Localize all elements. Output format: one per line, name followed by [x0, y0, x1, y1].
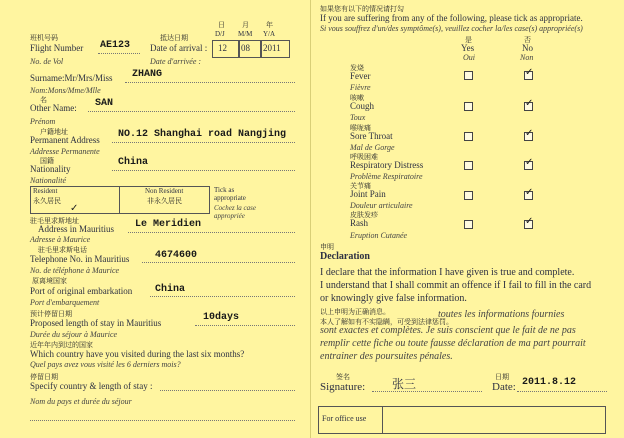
intro-fr: Si vous souffrez d'un/des symptôme(s), veuillez cocher la/les case(s) appropriée(s)	[320, 24, 583, 33]
permanent-address-label: Permanent Address	[30, 135, 100, 145]
symptom-fr: Fièvre	[350, 83, 371, 92]
countries-label: Which country have you visited during the last six months?	[30, 349, 245, 359]
no-en: No	[522, 43, 533, 53]
telephone-value[interactable]: 4674600	[155, 250, 198, 261]
resident-label: Resident	[33, 187, 58, 195]
other-name-line	[88, 111, 295, 112]
symptom-fr: Mal de Gorge	[350, 143, 395, 152]
symptom-cn: 咳嗽	[350, 94, 364, 102]
permanent-address-value[interactable]: NO.12 Shanghai road Nangjing	[118, 129, 287, 140]
resident-cn: 永久居民	[33, 197, 61, 205]
other-name-label: Other Name:	[30, 103, 77, 113]
resident-check-icon[interactable]: ✓	[70, 203, 79, 214]
yes-checkbox[interactable]	[464, 71, 473, 80]
declaration-line-2: I understand that I shall commit an offence if I fail to fill in the card	[320, 280, 592, 291]
tick-as-appropriate-fr: Cochez la case appropriée	[214, 204, 256, 220]
nationality-fr: Addresse Permanente	[30, 147, 100, 156]
flight-number-fr: No. de Vol	[30, 57, 64, 66]
check-icon: ✓	[525, 187, 534, 198]
permanent-address-cn: 户籍地址	[40, 128, 68, 136]
telephone-line	[142, 262, 295, 263]
day-hdr: D/J	[215, 30, 225, 38]
stay-dates-line-2[interactable]	[30, 420, 295, 421]
address-mauritius-line	[128, 232, 295, 233]
permanent-address-fr: Prénom	[30, 117, 56, 126]
countries-cn: 近年年内到过的国家	[30, 341, 93, 349]
length-stay-label: Proposed length of stay in Mauritius	[30, 318, 162, 328]
symptom-fr: Toux	[350, 113, 366, 122]
check-icon: ✓	[525, 128, 534, 139]
date-arrival-cn: 抵达日期	[160, 34, 188, 42]
nationality-value[interactable]: China	[118, 157, 149, 168]
nonresident-label: Non Resident	[145, 187, 184, 195]
year-cn: 年	[266, 21, 273, 29]
nationality-label: Nationality	[30, 164, 71, 174]
telephone-fr: Adresse à Maurice	[30, 235, 91, 244]
date-line	[517, 391, 607, 392]
address-mauritius-cn: 驻毛里求斯地址	[30, 217, 79, 225]
signature-label: Signature:	[320, 381, 366, 393]
symptom-en: Fever	[350, 71, 371, 81]
symptom-en: Rash	[350, 218, 368, 228]
residency-fr: Nationalité	[30, 176, 66, 185]
date-label: Date:	[492, 381, 516, 393]
year-value: 2011	[263, 43, 281, 53]
surname-line	[125, 82, 295, 83]
date-arrival-fr: Date d'arrivée :	[150, 57, 202, 66]
symptom-en: Sore Throat	[350, 131, 393, 141]
symptom-en: Respiratory Distress	[350, 160, 424, 170]
permanent-address-line	[112, 142, 295, 143]
yes-en: Yes	[461, 43, 475, 53]
month-cn: 月	[242, 21, 249, 29]
other-name-fr: Nom:Mons/Mme/Mlle	[30, 86, 101, 95]
length-stay-line	[195, 325, 295, 326]
other-name-cn: 名	[40, 96, 47, 104]
port-value[interactable]: China	[155, 284, 186, 295]
address-mauritius-value[interactable]: Le Meridien	[135, 219, 202, 230]
declaration-title: Declaration	[320, 251, 370, 262]
flight-number-value[interactable]: AE123	[100, 40, 131, 51]
declaration-line-1: I declare that the information I have given is true and complete.	[320, 267, 575, 278]
symptom-en: Joint Pain	[350, 189, 386, 199]
tick-as-appropriate: Tick as appropriate	[214, 186, 246, 202]
nonresident-cn: 非永久居民	[147, 197, 182, 205]
intro-cn: 如果您有以下的情况请打勾	[320, 5, 404, 13]
symptom-fr: Problème Respiratoire	[350, 172, 423, 181]
nationality-line	[112, 170, 295, 171]
symptom-fr: Douleur articulaire	[350, 201, 413, 210]
office-use-divider	[382, 406, 383, 433]
no-cn: 否	[524, 36, 531, 44]
day-cn: 日	[218, 21, 225, 29]
declaration-cn: 申明	[320, 243, 334, 251]
symptom-fr: Eruption Cutanée	[350, 231, 408, 240]
length-stay-fr: Port d'embarquement	[30, 298, 100, 307]
yes-checkbox[interactable]	[464, 191, 473, 200]
yes-checkbox[interactable]	[464, 132, 473, 141]
declaration-fr-2: sont exactes et complètes. Je suis conscient que le fait de ne pas	[320, 325, 576, 336]
declaration-fr-3: remplir cette fiche ou toute fausse déclaration de ma part pourrait	[320, 338, 586, 349]
signature-line	[372, 391, 482, 392]
right-page	[312, 0, 624, 438]
address-mauritius-label: Address in Mauritius	[38, 224, 114, 234]
stay-dates-label: Specify country & length of stay :	[30, 381, 153, 391]
nationality-cn: 国籍	[40, 157, 54, 165]
length-stay-cn: 预计停留日期	[30, 310, 72, 318]
telephone-cn: 驻毛里求斯电话	[38, 246, 87, 254]
flight-number-label: Flight Number	[30, 43, 84, 53]
month-value: 08	[241, 43, 250, 53]
length-stay-value[interactable]: 10days	[203, 312, 240, 323]
fold-line	[310, 0, 311, 438]
declaration-cn-1: 以上申明为正确消息。	[320, 308, 390, 316]
day-value: 12	[218, 43, 227, 53]
date-value[interactable]: 2011.8.12	[522, 377, 577, 388]
declaration-fr-4: entrainer des poursuites pénales.	[320, 351, 453, 362]
stay-dates-line[interactable]	[160, 390, 295, 391]
yes-checkbox[interactable]	[464, 161, 473, 170]
declaration-line-3: or knowingly give false information.	[320, 293, 467, 304]
signature-cn: 签名	[336, 373, 350, 381]
surname-value[interactable]: ZHANG	[132, 69, 163, 80]
declaration-fr-1: toutes les informations fournies	[438, 309, 565, 320]
symptom-cn: 喉咙痛	[350, 124, 371, 132]
port-line	[150, 296, 295, 297]
intro-en: If you are suffering from any of the following, please tick as appropriate.	[320, 13, 583, 23]
surname-label: Surname:Mr/Mrs/Miss	[30, 73, 113, 83]
symptom-en: Cough	[350, 101, 375, 111]
yes-checkbox[interactable]	[464, 102, 473, 111]
other-name-value[interactable]: SAN	[95, 98, 114, 109]
office-use-label: For office use	[322, 414, 367, 423]
check-icon: ✓	[525, 157, 534, 168]
no-fr: Non	[520, 53, 534, 62]
symptom-cn: 关节痛	[350, 182, 371, 190]
countries-fr2: Quel pays avez vous visité les 6 derniers mois?	[30, 360, 181, 369]
port-fr: No. de téléphone à Maurice	[30, 266, 120, 275]
date-arrival-label: Date of arrival :	[150, 43, 208, 53]
stay-dates-fr: Nom du pays et durée du séjour	[30, 397, 132, 406]
stay-dates-cn: 停留日期	[30, 373, 58, 381]
declaration-cn-2: 本人了解如有不实隐瞒，可受到法律惩罚。	[320, 318, 453, 326]
date-cn: 日期	[495, 373, 509, 381]
port-cn: 原离境国家	[32, 277, 67, 285]
yes-fr: Oui	[463, 53, 475, 62]
yes-checkbox[interactable]	[464, 220, 473, 229]
flight-number-cn: 班机号码	[30, 34, 58, 42]
countries-fr: Durée du séjour à Maurice	[30, 330, 118, 339]
yes-cn: 是	[465, 36, 472, 44]
symptom-cn: 皮肤发疹	[350, 211, 378, 219]
telephone-label: Telephone No. in Mauritius	[30, 254, 130, 264]
residency-divider	[119, 186, 120, 213]
symptom-cn: 发烧	[350, 64, 364, 72]
signature-value[interactable]: 张三	[392, 377, 417, 391]
month-hdr: M/M	[238, 30, 253, 38]
symptom-cn: 呼吸困难	[350, 153, 378, 161]
check-icon: ✓	[525, 216, 534, 227]
left-page	[0, 0, 310, 438]
port-label: Port of original embarkation	[30, 286, 133, 296]
flight-number-line	[98, 53, 140, 54]
check-icon: ✓	[525, 67, 534, 78]
check-icon: ✓	[525, 98, 534, 109]
year-hdr: Y/A	[263, 30, 276, 38]
